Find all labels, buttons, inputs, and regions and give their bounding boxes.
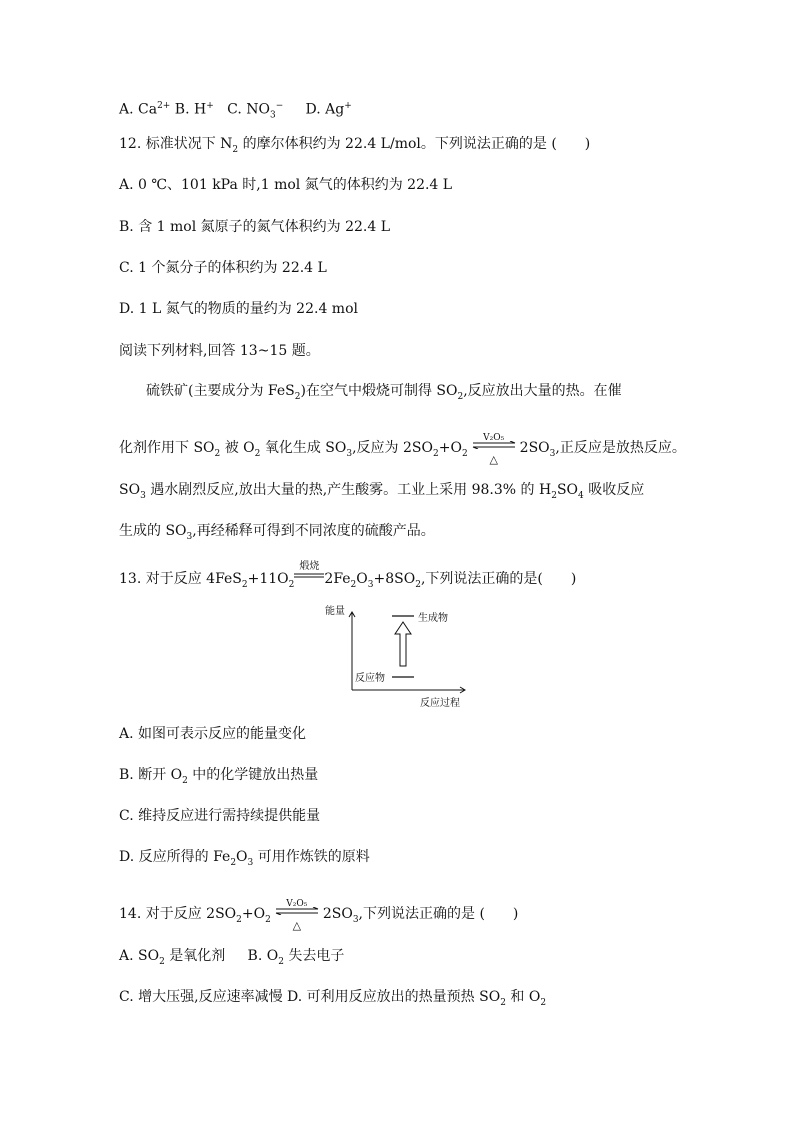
- reading-paragraph-line-1: 硫铁矿(主要成分为 FeS$_2$)在空气中煅烧可制得 $SO_2$,反应放出大量的热。在催: [146, 383, 622, 402]
- reversible-arrow-icon: [472, 433, 516, 466]
- q12-option-c: C. 1 个氮分子的体积约为 22.4 L: [119, 260, 327, 276]
- energy-diagram: [322, 600, 472, 708]
- q13-option-d: D. 反应所得的 $Fe_2O_3$ 可用作炼铁的原料: [119, 849, 370, 868]
- q14-stem: 14. 对于反应 $2SO_2+O_2$ V₂O₅ △ $2SO_3$,下列说法正确的是 ( ): [119, 904, 518, 930]
- q14-options-cd: [119, 987, 546, 1013]
- q12-option-b: B. 含 1 mol 氮原子的氮气体积约为 22.4 L: [119, 219, 390, 235]
- q12-option-a: A. 0 ℃、101 kPa 时,1 mol 氮气的体积约为 22.4 L: [119, 177, 453, 193]
- product-label: 生成物: [418, 613, 448, 624]
- reading-paragraph-line-2: 化剂作用下 $SO_2$ 被 $O_2$ 氧化生成 $SO_3$,反应为 $2SO_2+O_2$ V₂O₅ △ $2SO_3$,正反应是放热反应。: [119, 438, 686, 464]
- q13-stem: 13. 对于反应 $4FeS_2+11O_2$ 煅烧 $2Fe_2O_3+8SO_2$,下列说法正确的是( ): [119, 569, 576, 595]
- reading-intro: 阅读下列材料,回答 13~15 题。: [119, 343, 320, 359]
- q13-option-b: B. 断开 $O_2$ 中的化学键放出热量: [119, 767, 319, 786]
- equilibrium-arrows: [472, 441, 516, 449]
- reversible-arrow-icon: [275, 899, 319, 932]
- q14-option-d: D. 可利用反应放出的热量预热 $SO_2$ 和 $O_2$: [287, 989, 547, 1008]
- condition-label: 煅烧: [299, 561, 320, 572]
- up-arrow-icon: [395, 622, 411, 666]
- q13-option-a: A. 如图可表示反应的能量变化: [119, 726, 307, 742]
- q14-options-ab: [119, 946, 344, 972]
- q11-option-a: A. Ca: [119, 101, 158, 118]
- reactant-label: 反应物: [355, 673, 385, 684]
- reading-paragraph-line-3: $SO_3$ 遇水剧烈反应,放出大量的热,产生酸雾。工业上采用 98.3% 的 $H_2SO_4$ 吸收反应: [119, 482, 645, 501]
- q11-option-c: C. NO: [227, 101, 270, 118]
- double-line-icon: [294, 573, 324, 579]
- reaction-condition-arrow: [294, 561, 324, 589]
- y-axis-label: 能量: [325, 606, 345, 617]
- q12-stem: 12. 标准状况下 $N_2$ 的摩尔体积约为 22.4 L/mol。下列说法正确的是 ( ): [119, 136, 591, 155]
- q14-option-a: A. $SO_2$ 是氧化剂: [119, 948, 226, 967]
- q11-option-b: B. H: [170, 101, 207, 118]
- catalyst-label: V₂O₅: [286, 899, 308, 909]
- q13-option-c: C. 维持反应进行需持续提供能量: [119, 808, 321, 824]
- q14-option-b: B. $O_2$ 失去电子: [247, 948, 345, 967]
- q11-option-d: D. Ag: [305, 101, 345, 118]
- q14-option-c: C. 增大压强,反应速率减慢: [119, 989, 283, 1005]
- catalyst-label: V₂O₅: [483, 433, 505, 443]
- q12-option-d: D. 1 L 氮气的物质的量约为 22.4 mol: [119, 301, 358, 317]
- heat-symbol: △: [292, 919, 302, 932]
- heat-symbol: △: [489, 453, 498, 466]
- x-axis-label: 反应过程: [420, 698, 460, 709]
- equilibrium-arrows: [275, 907, 319, 915]
- reading-paragraph-line-4: 生成的 $SO_3$,再经稀释可得到不同浓度的硫酸产品。: [119, 523, 435, 542]
- q11-options: A. $Ca^{2+}$ B. H+ C. $NO_3^-$ D. Ag+: [119, 101, 352, 121]
